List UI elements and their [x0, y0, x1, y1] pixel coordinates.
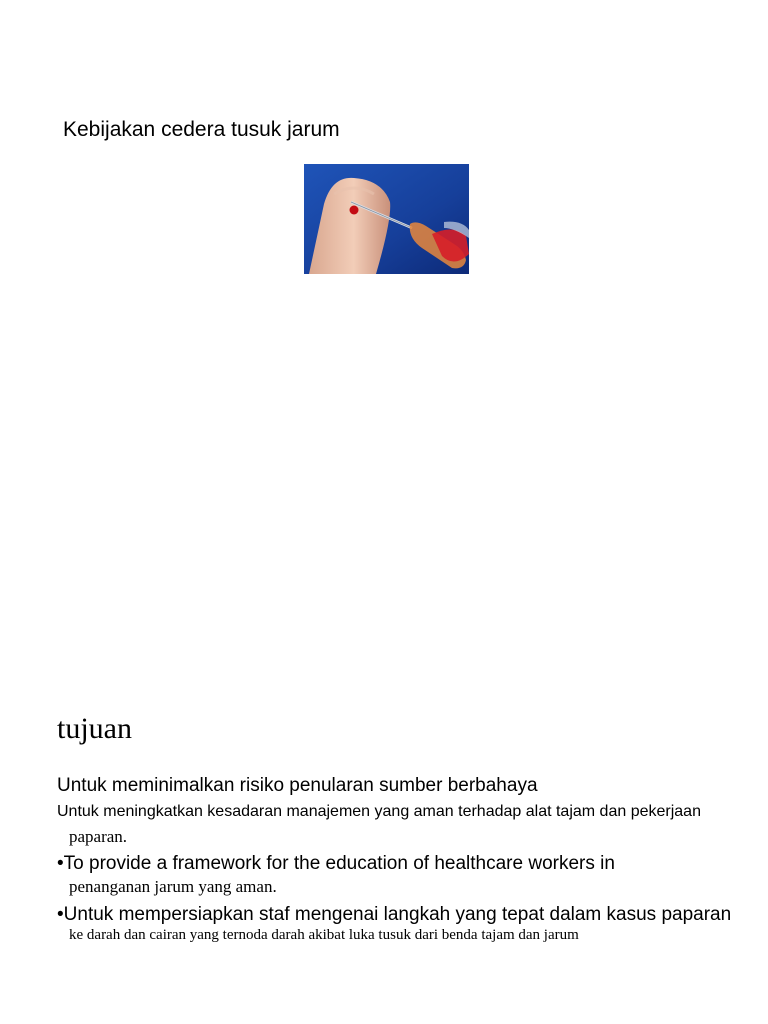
objective-line-2: Untuk meningkatkan kesadaran manajemen yang aman terhadap alat tajam dan pekerjaan [57, 803, 701, 820]
slide-title: Kebijakan cedera tusuk jarum [63, 118, 340, 141]
objective-line-4-continued: ke darah dan cairan yang ternoda darah akibat luka tusuk dari benda tajam dan jarum [69, 927, 579, 943]
objective-line-3: •To provide a framework for the education of healthcare workers in [57, 853, 615, 874]
objective-line-1: Untuk meminimalkan risiko penularan sumber berbahaya [57, 775, 538, 796]
needle-finger-photo [304, 164, 469, 274]
objective-line-2-continued: paparan. [69, 827, 128, 846]
objective-line-3-continued: penanganan jarum yang aman. [69, 877, 277, 896]
section-heading: tujuan [57, 712, 132, 745]
objective-line-4: •Untuk mempersiapkan staf mengenai langkah yang tepat dalam kasus paparan [57, 904, 732, 925]
